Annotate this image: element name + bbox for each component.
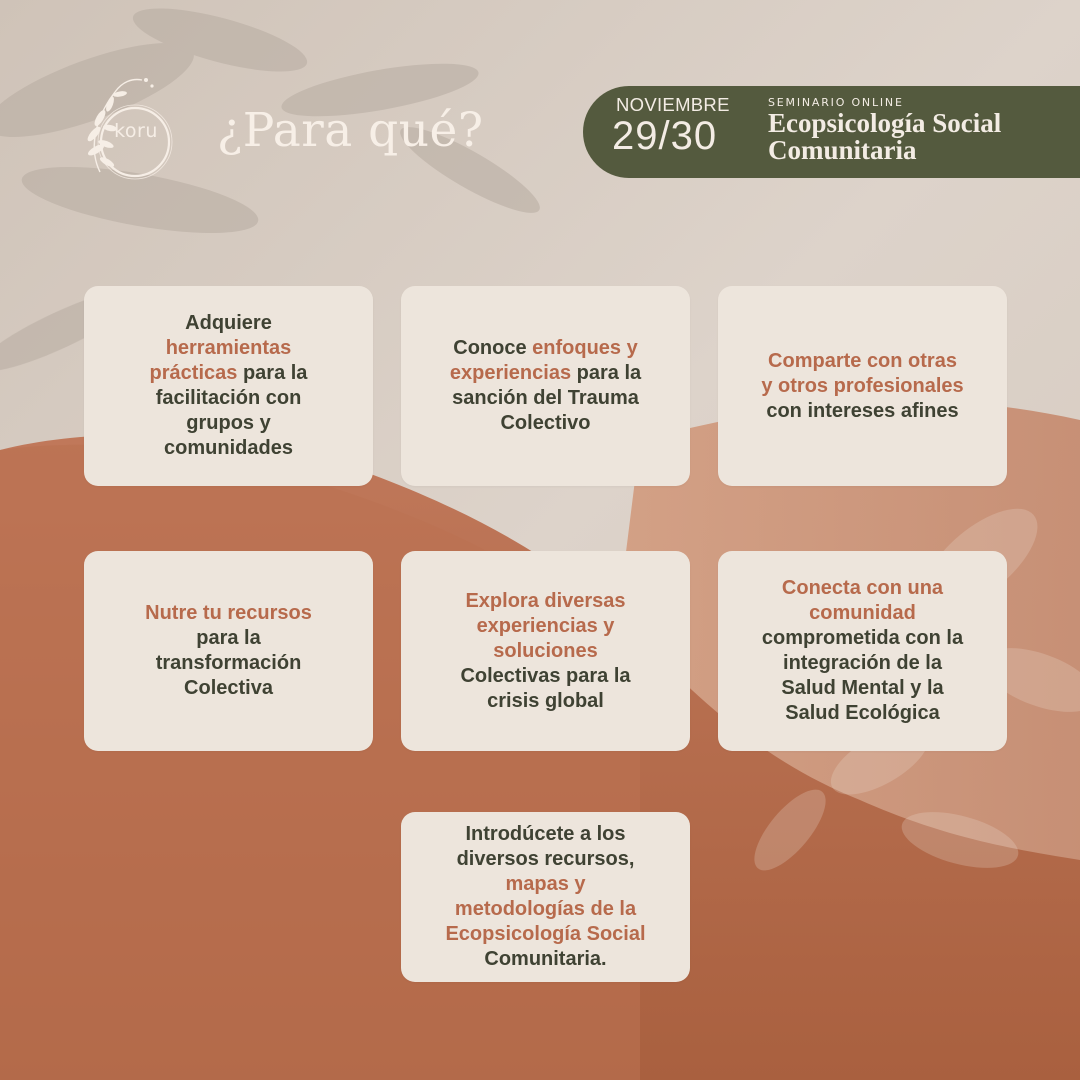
card-text (421, 589, 671, 714)
benefit-card-nourish (84, 551, 373, 751)
banner-name-line2: Comunitaria (768, 135, 917, 165)
card-text (738, 576, 988, 726)
card-highlight: Ecopsicología Social (445, 923, 646, 945)
card-text (421, 822, 671, 972)
card-line: Conoce (453, 337, 533, 359)
card-line: Colectivo (500, 412, 591, 434)
benefit-card-tools (84, 286, 373, 486)
card-line: sanción del Trauma (452, 387, 639, 409)
benefit-card-introduce (401, 812, 690, 982)
card-highlight: mapas y (505, 873, 586, 895)
card-line: con intereses afines (766, 399, 959, 422)
benefit-card-explore (401, 551, 690, 751)
card-line: Salud Ecológica (785, 702, 940, 724)
card-highlight: enfoques y (532, 337, 638, 359)
card-highlight: experiencias y (476, 614, 615, 637)
benefit-card-share (718, 286, 1007, 486)
card-highlight: Explora diversas (465, 589, 626, 612)
card-text (104, 311, 354, 461)
card-line: facilitación con (155, 387, 302, 409)
card-highlight: herramientas (165, 337, 292, 359)
card-line: integración de la (783, 652, 942, 674)
card-highlight: experiencias (449, 362, 572, 384)
banner-seminar-name (768, 110, 1078, 164)
card-line: para la (237, 362, 308, 384)
card-line: para la (571, 362, 642, 384)
card-line: Introdúcete a los (465, 823, 626, 845)
card-text (104, 601, 354, 701)
card-line: grupos y (186, 412, 271, 434)
card-text (738, 349, 988, 424)
banner-name-line1: Ecopsicología Social (768, 108, 1002, 138)
card-line: Adquiere (185, 312, 272, 334)
banner-dates: 29/30 (612, 114, 718, 158)
card-highlight: Conecta con una (781, 577, 944, 599)
card-highlight: y otros profesionales (761, 374, 964, 397)
card-highlight: Comparte con otras (768, 349, 957, 372)
card-line: comunidades (164, 437, 293, 459)
card-highlight: metodologías de la (454, 898, 637, 920)
logo-text: koru (114, 120, 158, 142)
card-line: para la (196, 627, 261, 649)
card-highlight: soluciones (493, 639, 598, 662)
card-text (421, 336, 671, 436)
card-line: comprometida con la (761, 627, 964, 649)
banner-month: NOVIEMBRE (616, 94, 730, 115)
benefit-card-connect (718, 551, 1007, 751)
card-line: crisis global (487, 689, 604, 712)
card-highlight: prácticas (149, 362, 238, 384)
card-highlight: comunidad (809, 602, 916, 624)
card-line: Salud Mental y la (781, 677, 944, 699)
card-line: Comunitaria. (484, 948, 607, 970)
page-title: ¿Para qué? (217, 103, 484, 158)
banner-tag: SEMINARIO ONLINE (768, 96, 904, 109)
benefit-card-approaches (401, 286, 690, 486)
card-highlight: Nutre tu recursos (145, 602, 312, 624)
card-line: transformación (155, 652, 302, 674)
card-line: diversos recursos, (456, 848, 635, 870)
card-line: Colectiva (184, 677, 273, 699)
card-line: Colectivas para la (460, 664, 631, 687)
